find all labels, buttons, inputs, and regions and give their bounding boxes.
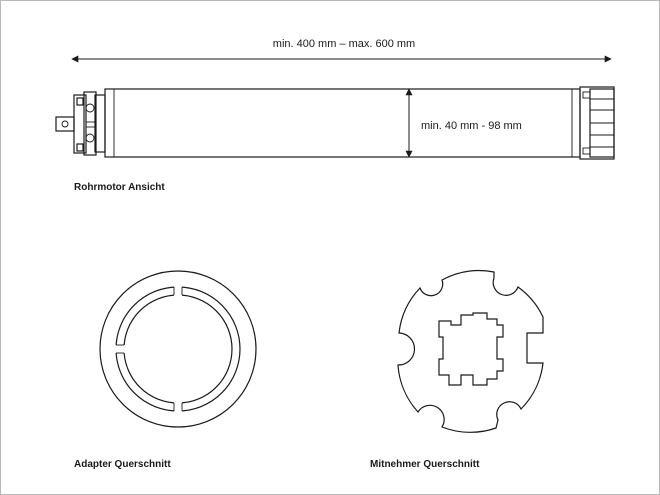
length-dimension-label: min. 400 mm – max. 600 mm xyxy=(272,38,416,50)
motor-view-caption: Rohrmotor Ansicht xyxy=(74,182,165,193)
driver-caption: Mitnehmer Querschnitt xyxy=(370,459,480,470)
diameter-dimension-label: min. 40 mm - 98 mm xyxy=(421,120,522,132)
drive-crown xyxy=(580,87,614,159)
adapter-cross-section xyxy=(100,271,256,427)
adapter-ring-outer xyxy=(116,287,240,411)
driver-outer-profile xyxy=(398,271,543,433)
driver-inner-profile xyxy=(439,313,503,385)
tube-motor-side-view xyxy=(56,87,614,159)
adapter-caption: Adapter Querschnitt xyxy=(74,459,171,470)
motor-head xyxy=(56,92,105,155)
adapter-ring-inner xyxy=(124,295,232,403)
length-dimension xyxy=(72,38,611,59)
driver-cross-section xyxy=(398,271,543,433)
